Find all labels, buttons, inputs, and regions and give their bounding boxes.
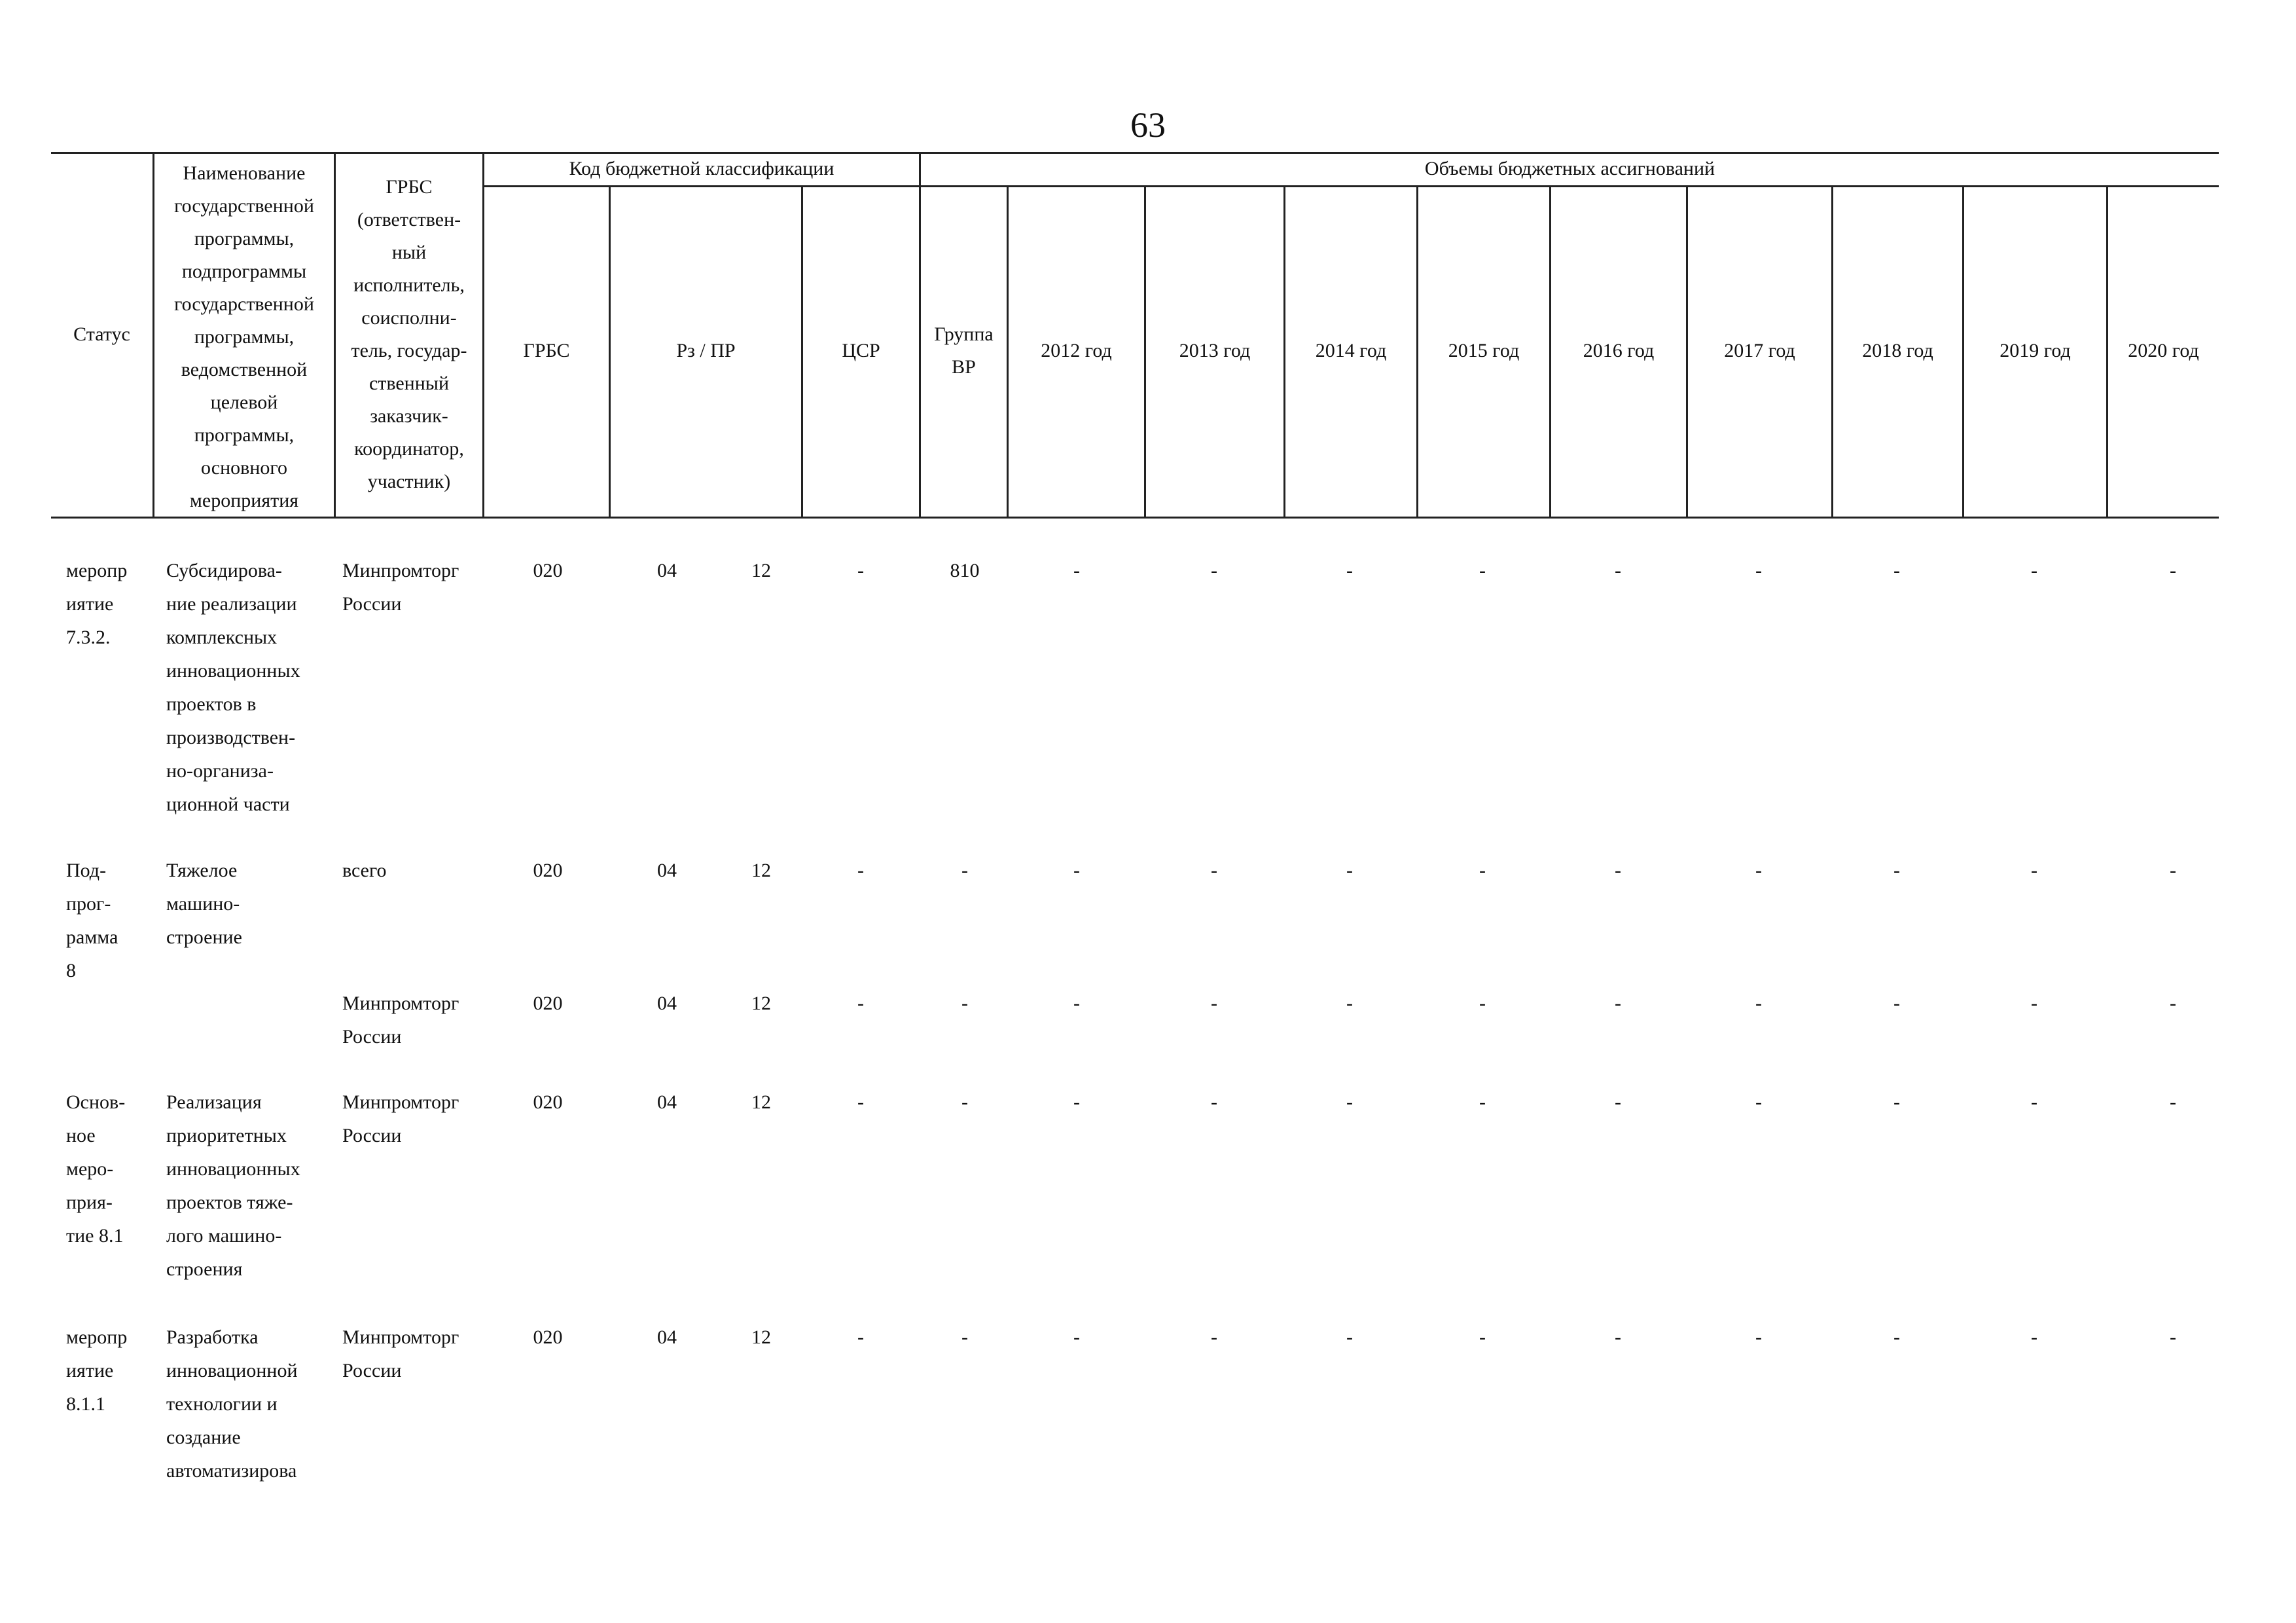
row-year-value: - bbox=[1073, 560, 1080, 581]
row-year-value: - bbox=[1346, 993, 1353, 1014]
row-year-value: - bbox=[1346, 1091, 1353, 1113]
row-year-value: - bbox=[1073, 1091, 1080, 1113]
row-name: Субсидирова- ние реализации комплексных инновационных проектов в производствен- но-организа- ционной части bbox=[166, 560, 300, 815]
row-vr-code: - bbox=[961, 1326, 968, 1348]
row-grbs-name: Минпромторг России bbox=[342, 560, 459, 615]
row-name: Разработка инновационной технологии и создание автоматизирова bbox=[166, 1326, 298, 1482]
row-year-value: - bbox=[1211, 1326, 1217, 1348]
header-year: 2019 год bbox=[2000, 340, 2071, 361]
row-year-value: - bbox=[2031, 560, 2037, 581]
row-csr-code: - bbox=[857, 993, 864, 1014]
row-year-value: - bbox=[1755, 860, 1762, 881]
row-rz-code: 04 bbox=[657, 1091, 677, 1113]
row-status: меропр иятие 7.3.2. bbox=[66, 560, 128, 648]
row-grbs-code: 020 bbox=[533, 1326, 563, 1348]
row-year-value: - bbox=[1479, 993, 1486, 1014]
row-pr-code: 12 bbox=[751, 560, 771, 581]
row-status: Основ- ное меро- прия- тие 8.1 bbox=[66, 1091, 126, 1247]
row-csr-code: - bbox=[857, 1326, 864, 1348]
header-kbk-rzpr: Рз / ПР bbox=[676, 340, 736, 361]
row-rz-code: 04 bbox=[657, 1326, 677, 1348]
row-name: Тяжелое машино- строение bbox=[166, 860, 242, 948]
row-pr-code: 12 bbox=[751, 1091, 771, 1113]
row-grbs-code: 020 bbox=[533, 1091, 563, 1113]
row-year-value: - bbox=[2170, 1326, 2176, 1348]
row-year-value: - bbox=[2031, 1326, 2037, 1348]
row-year-value: - bbox=[1479, 860, 1486, 881]
row-vr-code: - bbox=[961, 1091, 968, 1113]
row-year-value: - bbox=[1893, 860, 1900, 881]
header-status: Статус bbox=[73, 323, 130, 345]
row-pr-code: 12 bbox=[751, 993, 771, 1014]
row-year-value: - bbox=[1755, 1326, 1762, 1348]
row-year-value: - bbox=[1211, 1091, 1217, 1113]
header-kbk-group: Код бюджетной классификации bbox=[569, 157, 834, 179]
row-year-value: - bbox=[1755, 560, 1762, 581]
row-year-value: - bbox=[1755, 1091, 1762, 1113]
row-year-value: - bbox=[2031, 1091, 2037, 1113]
header-kbk-group-vr: Группа ВР bbox=[934, 323, 994, 378]
row-year-value: - bbox=[2170, 560, 2176, 581]
row-year-value: - bbox=[1893, 1091, 1900, 1113]
header-bottom-border bbox=[51, 517, 2219, 519]
row-year-value: - bbox=[1615, 1326, 1621, 1348]
row-year-value: - bbox=[2170, 1091, 2176, 1113]
row-year-value: - bbox=[2170, 860, 2176, 881]
row-year-value: - bbox=[2031, 993, 2037, 1014]
row-grbs-code: 020 bbox=[533, 860, 563, 881]
row-vr-code: - bbox=[961, 860, 968, 881]
row-pr-code: 12 bbox=[751, 860, 771, 881]
row-name: Реализация приоритетных инновационных проектов тяже- лого машино- строения bbox=[166, 1091, 300, 1280]
row-year-value: - bbox=[1346, 1326, 1353, 1348]
row-year-value: - bbox=[1755, 993, 1762, 1014]
row-year-value: - bbox=[1893, 1326, 1900, 1348]
row-year-value: - bbox=[1346, 560, 1353, 581]
header-grbs-full: ГРБС (ответствен- ный исполнитель, соисполни- тель, государ- ственный заказчик- координатор, участник) bbox=[351, 175, 467, 492]
row-rz-code: 04 bbox=[657, 860, 677, 881]
row-year-value: - bbox=[1211, 860, 1217, 881]
row-year-value: - bbox=[1073, 993, 1080, 1014]
row-csr-code: - bbox=[857, 1091, 864, 1113]
row-year-value: - bbox=[1615, 860, 1621, 881]
header-year: 2016 год bbox=[1583, 340, 1655, 361]
header-year: 2014 год bbox=[1315, 340, 1387, 361]
page-number: 63 bbox=[1130, 105, 1166, 145]
row-year-value: - bbox=[1893, 993, 1900, 1014]
row-vr-code: 810 bbox=[950, 560, 980, 581]
row-rz-code: 04 bbox=[657, 560, 677, 581]
row-status: меропр иятие 8.1.1 bbox=[66, 1326, 128, 1415]
header-volumes-group: Объемы бюджетных ассигнований bbox=[1424, 157, 1715, 179]
row-year-value: - bbox=[1615, 560, 1621, 581]
row-csr-code: - bbox=[857, 860, 864, 881]
row-pr-code: 12 bbox=[751, 1326, 771, 1348]
row-year-value: - bbox=[1479, 1091, 1486, 1113]
header-year: 2015 год bbox=[1448, 340, 1520, 361]
row-year-value: - bbox=[2031, 860, 2037, 881]
header-year: 2018 год bbox=[1862, 340, 1933, 361]
row-year-value: - bbox=[1479, 560, 1486, 581]
row-year-value: - bbox=[1073, 860, 1080, 881]
header-kbk-grbs: ГРБС bbox=[523, 340, 570, 361]
row-year-value: - bbox=[1893, 560, 1900, 581]
row-grbs-name: Минпромторг России bbox=[342, 993, 459, 1048]
row-year-value: - bbox=[1073, 1326, 1080, 1348]
row-grbs-name: всего bbox=[342, 860, 387, 881]
row-year-value: - bbox=[1211, 993, 1217, 1014]
header-year: 2012 год bbox=[1041, 340, 1112, 361]
header-year: 2017 год bbox=[1724, 340, 1795, 361]
row-status: Под- прог- рамма 8 bbox=[66, 860, 118, 981]
row-year-value: - bbox=[2170, 993, 2176, 1014]
row-grbs-code: 020 bbox=[533, 560, 563, 581]
row-year-value: - bbox=[1479, 1326, 1486, 1348]
row-grbs-name: Минпромторг России bbox=[342, 1091, 459, 1146]
row-rz-code: 04 bbox=[657, 993, 677, 1014]
row-vr-code: - bbox=[961, 993, 968, 1014]
row-csr-code: - bbox=[857, 560, 864, 581]
row-year-value: - bbox=[1615, 1091, 1621, 1113]
row-grbs-code: 020 bbox=[533, 993, 563, 1014]
header-year: 2013 год bbox=[1179, 340, 1251, 361]
header-year: 2020 год bbox=[2128, 340, 2199, 361]
header-name: Наименование государственной программы, подпрограммы государственной программы, ведомственной целевой программы, основного мероприятия bbox=[174, 162, 314, 511]
row-year-value: - bbox=[1615, 993, 1621, 1014]
row-year-value: - bbox=[1346, 860, 1353, 881]
row-grbs-name: Минпромторг России bbox=[342, 1326, 459, 1381]
header-kbk-csr: ЦСР bbox=[842, 340, 880, 361]
row-year-value: - bbox=[1211, 560, 1217, 581]
